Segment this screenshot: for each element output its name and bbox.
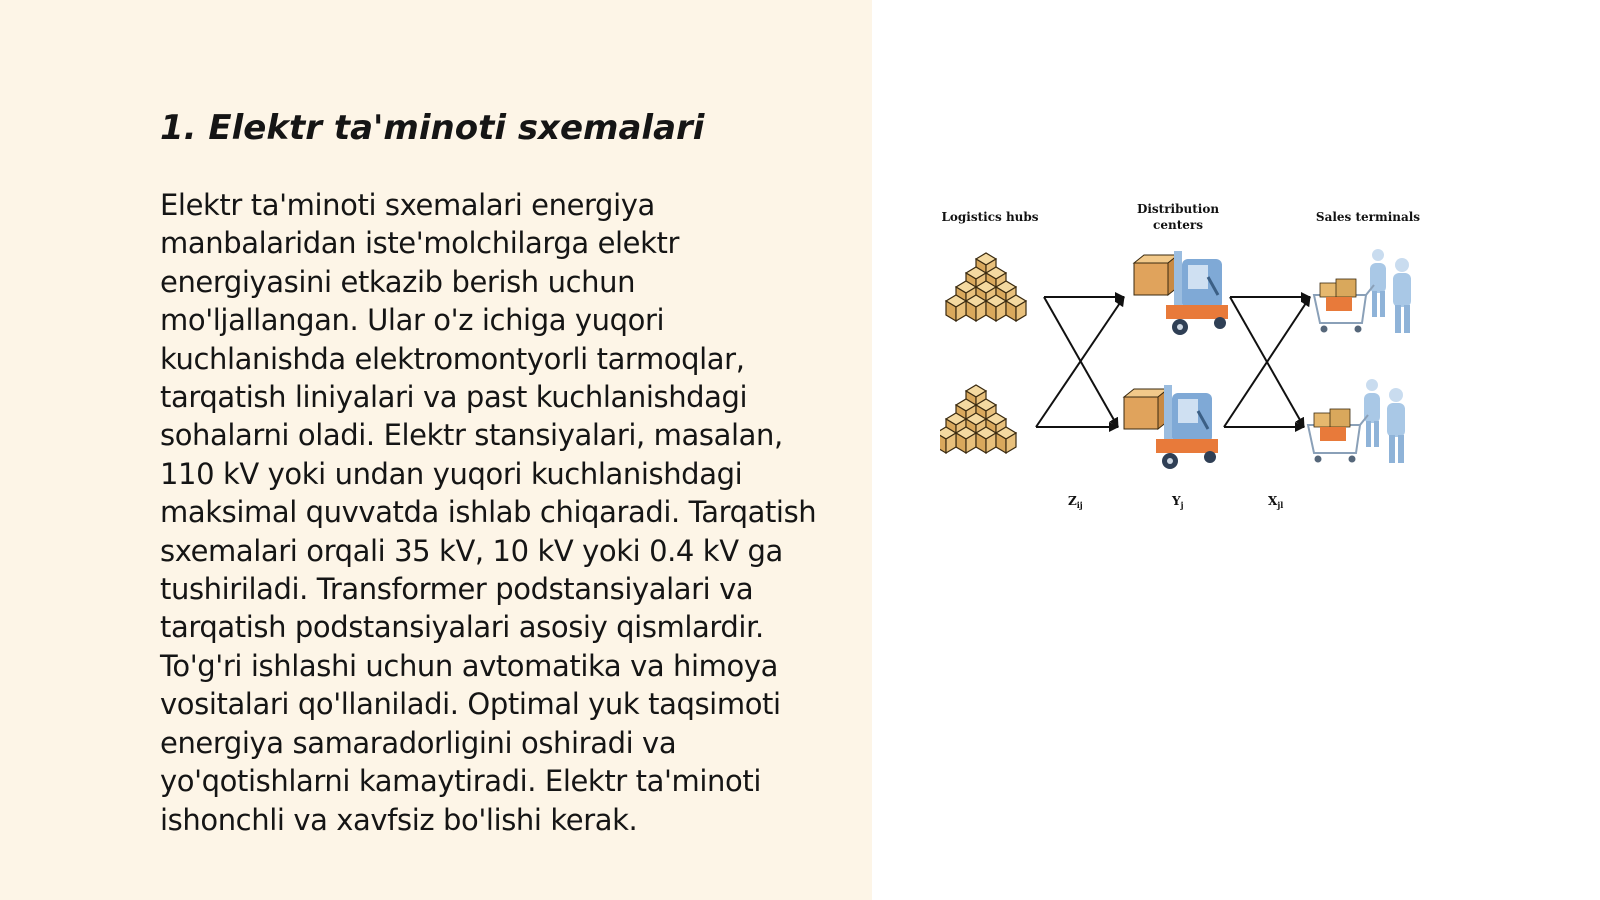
shoppers-cart-icon — [1308, 379, 1405, 463]
shoppers-cart-icon — [1314, 249, 1411, 333]
variable-x-label: $X_{jl}$ — [1268, 494, 1284, 510]
variable-y-label: $Y_j$ — [1172, 494, 1184, 510]
header-sales-terminals: Sales terminals — [1315, 210, 1421, 224]
hub-to-dc-arrows — [1036, 297, 1124, 427]
variable-z-label: $Z_{ij}$ — [1068, 494, 1083, 510]
forklift-icon — [1134, 251, 1228, 335]
dc-to-terminal-arrows — [1224, 297, 1310, 427]
supply-chain-diagram — [940, 195, 1460, 535]
slide-body-text: Elektr ta'minoti sxemalari energiya manbalaridan iste'molchilarga elektr energiyasini etkazib berish uchun mo'ljallangan. Ular o'z ichiga yuqori kuchlanishda elektromontyorli tarmoqlar, tarqatish liniyalari va past kuchlanishdagi sohalarni oladi. Elektr stansiyalari, masalan, 110 kV yoki undan yuqori kuchlanishdagi maksimal quvvatda ishlab chiqaradi. Tarqatish sxemalari orqali 35 kV, 10 kV yoki 0.4 kV ga tushiriladi. Transformer podstansiyalari va tarqatish podstansiyalari asosiy qismlardir. To'g'ri ishlashi uchun avtomatika va himoya vositalari qo'llaniladi. Optimal yuk taqsimoti energiya samaradorligini oshiradi va yo'qotishlarni kamaytiradi. Elektr ta'minoti ishonchli va xavfsiz bo'lishi kerak. — [160, 188, 817, 837]
boxes-pyramid-icon — [940, 385, 1016, 453]
boxes-pyramid-icon — [946, 253, 1026, 321]
header-logistics-hubs: Logistics hubs — [941, 210, 1039, 224]
header-distribution-centers-line1: Distribution — [1136, 202, 1220, 216]
header-distribution-centers-line2: centers — [1153, 218, 1203, 232]
slide-title: 1. Elektr ta'minoti sxemalari — [160, 108, 705, 148]
forklift-icon — [1124, 385, 1218, 469]
